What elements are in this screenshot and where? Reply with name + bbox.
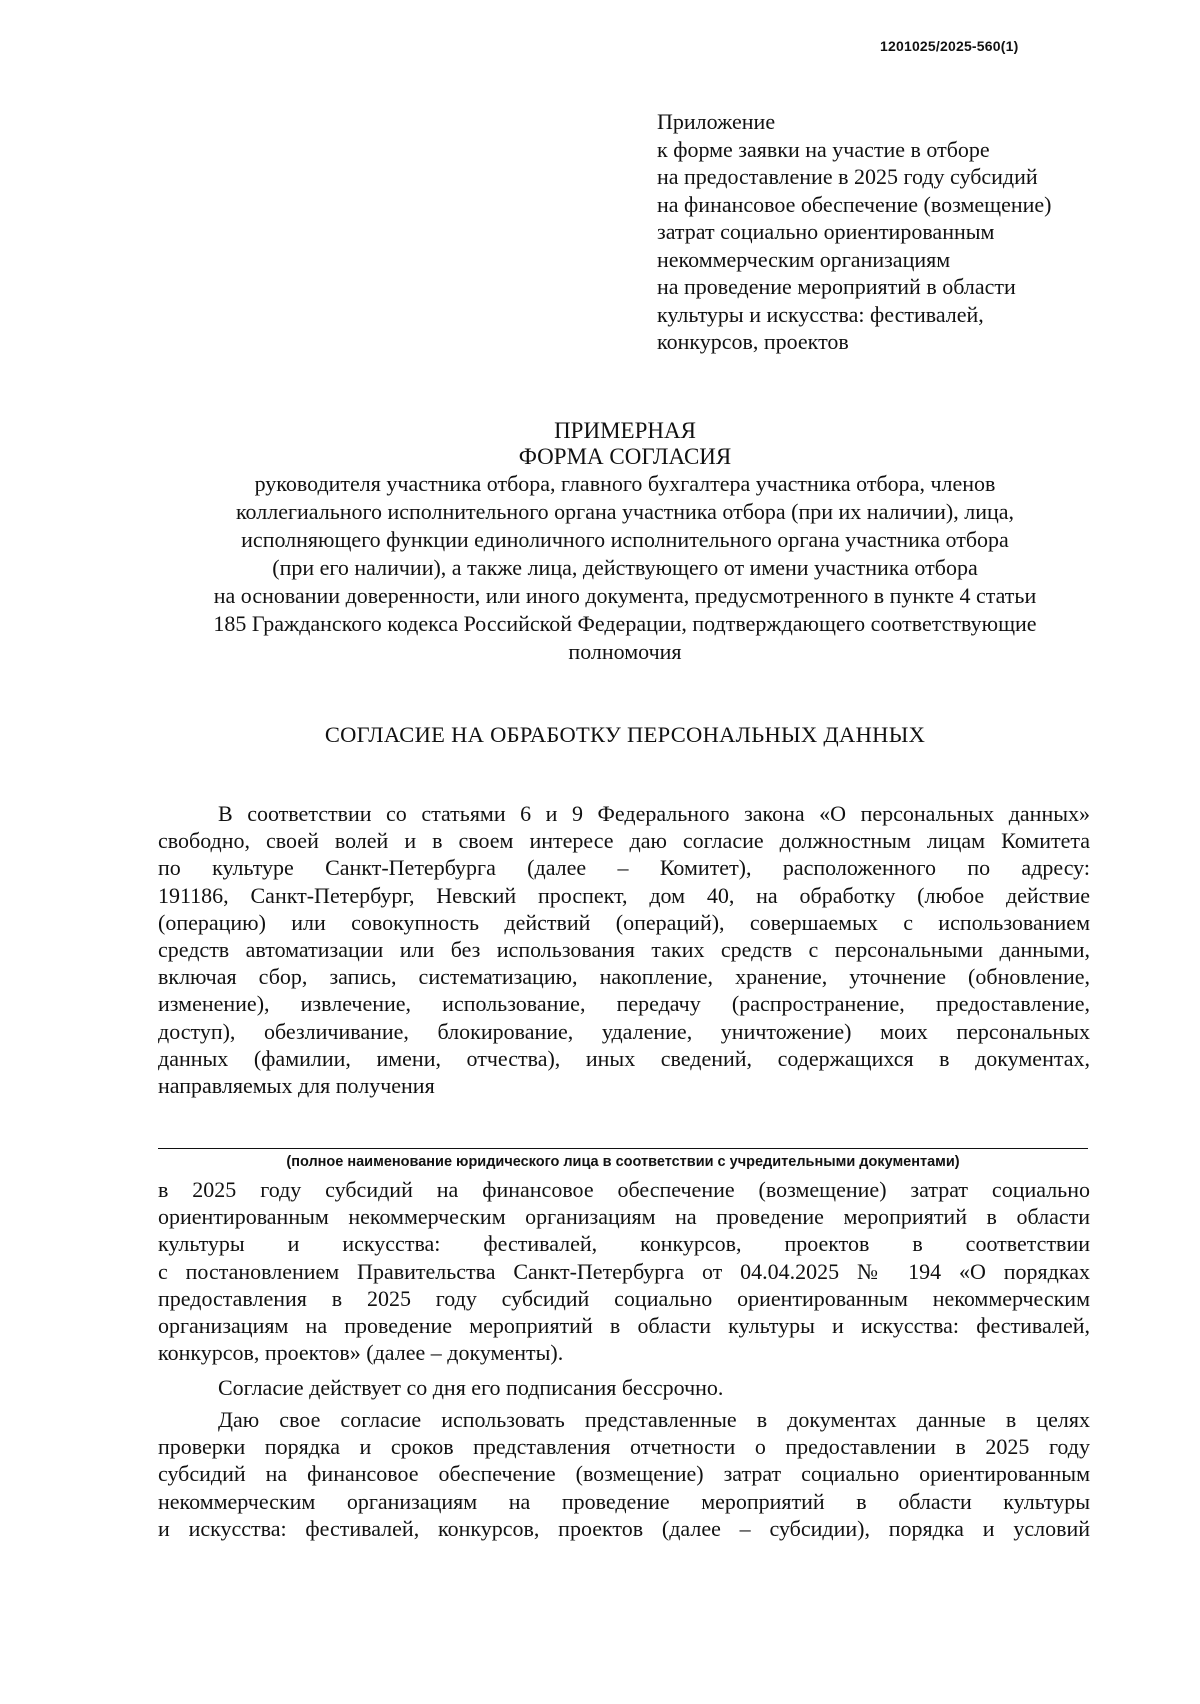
paragraph-line: 191186, Санкт-Петербург, Невский проспект, дом 40, на обработку (любое действие xyxy=(158,882,1090,908)
consent-paragraph-4 xyxy=(158,1406,1090,1542)
section-title: СОГЛАСИЕ НА ОБРАБОТКУ ПЕРСОНАЛЬНЫХ ДАННЫХ xyxy=(324,722,926,747)
paragraph-line: Согласие действует со дня его подписания бессрочно. xyxy=(218,1375,724,1400)
paragraph-line: доступ), обезличивание, блокирование, удаление, уничтожение) моих персональных xyxy=(158,1018,1090,1044)
consent-paragraph-1 xyxy=(158,800,1090,1099)
paragraph-line: изменение), извлечение, использование, передачу (распространение, предоставление, xyxy=(158,991,1090,1017)
appendix-line: на предоставление в 2025 году субсидий xyxy=(657,164,1038,189)
form-heading-line2: ФОРМА СОГЛАСИЯ xyxy=(518,444,732,469)
organization-name-blank-line xyxy=(158,1148,1088,1149)
paragraph-line: в 2025 году субсидий на финансовое обеспечение (возмещение) затрат социально xyxy=(158,1177,1090,1202)
description-line: коллегиального исполнительного органа участника отбора (при их наличии), лица, xyxy=(235,499,1015,524)
paragraph-line: (операцию) или совокупность действий (операций), совершаемых с использованием xyxy=(158,909,1090,935)
paragraph-line: организациям на проведение мероприятий в области культуры и искусства: фестивалей, xyxy=(158,1313,1090,1339)
appendix-line: конкурсов, проектов xyxy=(657,329,849,354)
form-heading-line1: ПРИМЕРНАЯ xyxy=(554,418,696,443)
paragraph-line: субсидий на финансовое обеспечение (возмещение) затрат социально ориентированным xyxy=(158,1461,1090,1487)
appendix-line: к форме заявки на участие в отборе xyxy=(657,136,990,162)
paragraph-line: данных (фамилии, имени, отчества), иных сведений, содержащихся в документах, xyxy=(158,1045,1090,1071)
appendix-line: на финансовое обеспечение (возмещение) xyxy=(657,191,1052,217)
description-line: на основании доверенности, или иного документа, предусмотренного в пункте 4 статьи xyxy=(213,583,1037,608)
form-heading-description xyxy=(130,470,1120,666)
appendix-block xyxy=(657,108,1127,356)
paragraph-line: В соответствии со статьями 6 и 9 Федерального закона «О персональных данных» xyxy=(218,801,1090,826)
organization-name-caption: (полное наименование юридического лица в соответствии с учредительными документами) xyxy=(286,1154,960,1170)
paragraph-line: с постановлением Правительства Санкт-Петербурга от 04.04.2025 № 194 «О порядках xyxy=(158,1258,1090,1284)
registration-number: 1201025/2025-560(1) xyxy=(880,38,1019,54)
paragraph-line: средств автоматизации или без использования таких средств с персональными данными, xyxy=(158,937,1090,963)
paragraph-line: культуры и искусства: фестивалей, конкурсов, проектов в соответствии xyxy=(158,1231,1090,1257)
appendix-line: Приложение xyxy=(657,109,776,134)
description-line: (при его наличии), а также лица, действующего от имени участника отбора xyxy=(272,555,978,580)
appendix-line: затрат социально ориентированным xyxy=(657,219,995,244)
description-line: 185 Гражданского кодекса Российской Федерации, подтверждающего соответствующие xyxy=(213,611,1037,636)
appendix-line: некоммерческим организациям xyxy=(657,246,951,272)
description-line: полномочия xyxy=(568,639,682,664)
paragraph-line: Даю свое согласие использовать представленные в документах данные в целях xyxy=(218,1407,1090,1432)
appendix-line: на проведение мероприятий в области xyxy=(657,274,1016,299)
description-line: руководителя участника отбора, главного бухгалтера участника отбора, членов xyxy=(254,471,996,496)
paragraph-line: по культуре Санкт-Петербурга (далее – Комитет), расположенного по адресу: xyxy=(158,855,1090,881)
paragraph-line: проверки порядка и сроков представления отчетности о предоставлении в 2025 году xyxy=(158,1434,1090,1460)
paragraph-line: свободно, своей волей и в своем интересе даю согласие должностным лицам Комитета xyxy=(158,828,1090,854)
appendix-line: культуры и искусства: фестивалей, xyxy=(657,301,984,327)
paragraph-line: включая сбор, запись, систематизацию, накопление, хранение, уточнение (обновление, xyxy=(158,964,1090,990)
form-heading xyxy=(130,418,1120,666)
consent-paragraph-2 xyxy=(158,1176,1090,1366)
paragraph-line: ориентированным некоммерческим организациям на проведение мероприятий в области xyxy=(158,1204,1090,1230)
paragraph-line: некоммерческим организациям на проведение мероприятий в области культуры xyxy=(158,1488,1090,1514)
paragraph-line: конкурсов, проектов» (далее – документы). xyxy=(158,1340,564,1366)
paragraph-line: и искусства: фестивалей, конкурсов, проектов (далее – субсидии), порядка и условий xyxy=(158,1515,1090,1541)
paragraph-line: предоставления в 2025 году субсидий социально ориентированным некоммерческим xyxy=(158,1285,1090,1311)
paragraph-line: направляемых для получения xyxy=(158,1073,435,1099)
description-line: исполняющего функции единоличного исполнительного органа участника отбора xyxy=(241,527,1009,552)
consent-paragraph-3 xyxy=(158,1374,1090,1401)
